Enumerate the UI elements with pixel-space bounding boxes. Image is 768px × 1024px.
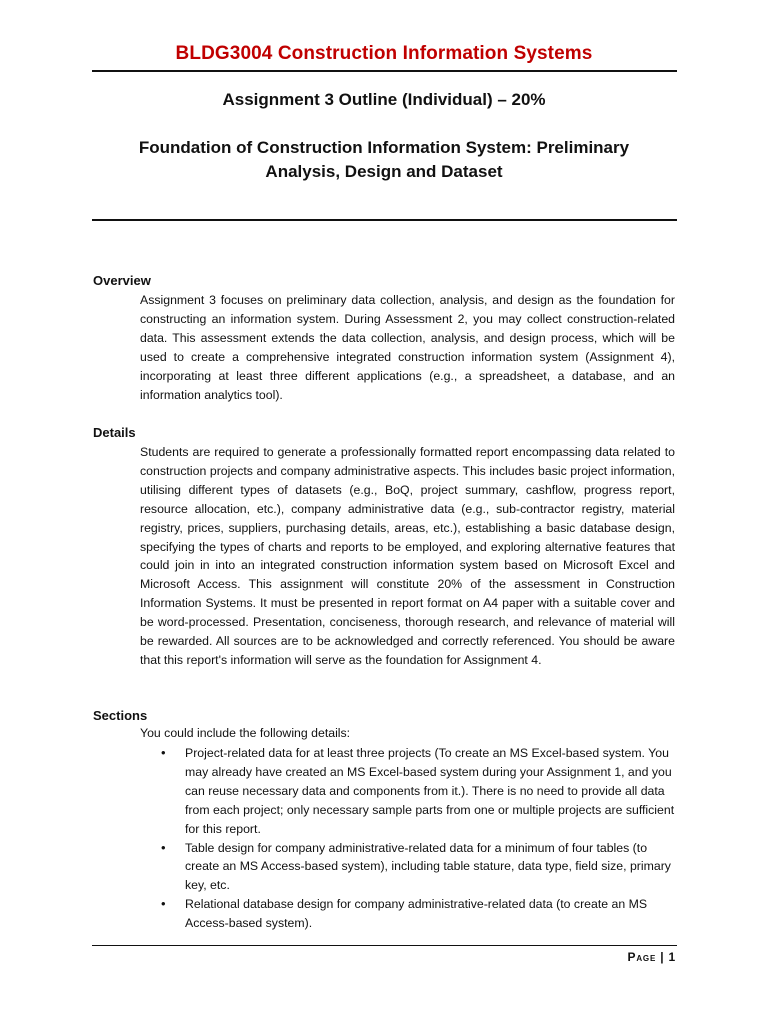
- details-heading: Details: [93, 425, 136, 440]
- list-item: [140, 839, 675, 896]
- list-item: [140, 744, 675, 839]
- overview-paragraph: Assignment 3 focuses on preliminary data collection, analysis, and design as the foundation for constructing an information system. During Assessment 2, you may collect construction-related data. This assessment extends the data collection, analysis, and design process, which will be used to create a comprehensive integrated construction information system (Assignment 4), incorporating at least three different applications (e.g., a spreadsheet, a database, and an information analytics tool).: [140, 293, 675, 402]
- bullet-icon: •: [161, 896, 166, 912]
- sections-intro: You could include the following details:: [140, 726, 351, 740]
- list-item-text: Table design for company administrative-related data for a minimum of four tables (to create an MS Access-based system), including table stature, data type, field size, primary key, etc.: [185, 840, 671, 893]
- title-rule: [92, 219, 677, 221]
- document-title: Foundation of Construction Information System: Preliminary Analysis, Design and Dataset: [138, 138, 630, 181]
- header-rule: [92, 70, 677, 72]
- assignment-title: Assignment 3 Outline (Individual) – 20%: [222, 90, 546, 109]
- page-number: Page | 1: [627, 950, 676, 964]
- list-item: [140, 895, 675, 933]
- overview-heading: Overview: [93, 273, 151, 288]
- bullet-icon: •: [161, 745, 166, 760]
- details-paragraph: Students are required to generate a professionally formatted report encompassing data related to construction projects and company administrative aspects. This includes basic project information, utilising different types of datasets (e.g., BoQ, project summary, cashflow, progress report, resource allocation, etc.), company administrative data (e.g., sub-contractor registry, material registry, prices, suppliers, purchasing details, areas, etc.), establishing a basic database design, specifying the types of charts and reports to be employed, and exploring alternative features that could join in into an integrated construction information system based on Microsoft Excel and Microsoft Access. This assignment will constitute 20% of the assessment in Construction Information Systems. It must be presented in report format on A4 paper with a suitable cover and be word-processed. Presentation, conciseness, thorough research, and relevance of material will be rewarded. All sources are to be acknowledged and correctly referenced. You should be aware that this report's information will serve as the foundation for Assignment 4.: [140, 445, 675, 667]
- list-item-text: Relational database design for company administrative-related data (to create an MS Access-based system).: [185, 897, 648, 931]
- footer-rule: [92, 945, 677, 946]
- bullet-icon: •: [161, 839, 166, 855]
- list-item-text: Project-related data for at least three projects (To create an MS Excel-based system. You may already have created an MS Excel-based system during your Assignment 1, and you can reuse necessary data and components from it.). There is no need to provide all data from each project; only necessary sample parts from one or multiple projects are sufficient for this report.: [185, 746, 675, 836]
- sections-heading: Sections: [93, 708, 148, 723]
- sections-list: [140, 744, 675, 933]
- course-title: BLDG3004 Construction Information Systems: [175, 43, 593, 64]
